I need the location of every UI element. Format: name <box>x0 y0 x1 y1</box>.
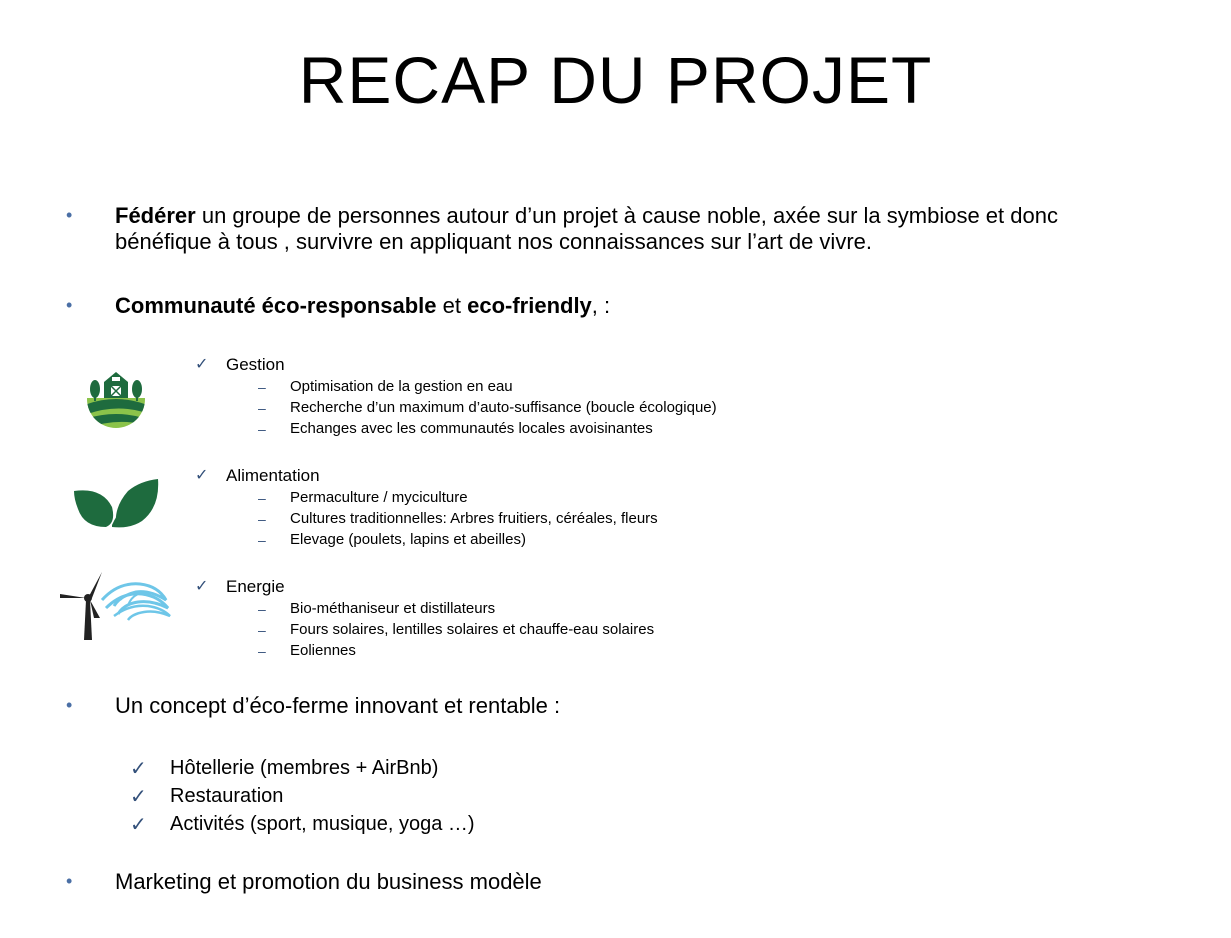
ecofriendly-bold: eco-friendly <box>467 293 592 318</box>
federer-line1: un groupe de personnes autour d’un projet à cause noble, axée sur la symbiose et donc <box>195 203 1058 228</box>
concept-item-activites: Activités (sport, musique, yoga …) <box>170 813 475 835</box>
list-item: Recherche d’un maximum d’auto-suffisance (boucle écologique) <box>290 399 717 416</box>
federer-line2: bénéfique à tous , survivre en appliquant nos connaissances sur l’art de vivre. <box>115 229 872 254</box>
dash: – <box>258 622 266 638</box>
paragraph-marketing: Marketing et promotion du business modèle <box>115 869 542 894</box>
bullet-2: • <box>66 295 73 315</box>
list-item: Cultures traditionnelles: Arbres fruitiers, céréales, fleurs <box>290 510 658 527</box>
federer-bold: Fédérer <box>115 203 196 228</box>
list-item: Eoliennes <box>290 642 356 659</box>
farm-icon <box>82 362 150 430</box>
check-hotellerie: ✓ <box>130 758 147 780</box>
dash: – <box>258 601 266 617</box>
bullet-1: • <box>66 205 73 225</box>
dash: – <box>258 643 266 659</box>
list-item: Echanges avec les communautés locales avoisinantes <box>290 420 653 437</box>
bullet-4: • <box>66 871 73 891</box>
check-energie: ✓ <box>195 578 209 595</box>
concept-item-restauration: Restauration <box>170 785 284 807</box>
dash: – <box>258 379 266 395</box>
list-item: Bio-méthaniseur et distillateurs <box>290 600 496 617</box>
check-activites: ✓ <box>130 814 147 836</box>
section-title-gestion: Gestion <box>226 355 285 374</box>
list-item: Fours solaires, lentilles solaires et chauffe-eau solaires <box>290 621 655 638</box>
dash: – <box>258 532 266 548</box>
section-title-alimentation: Alimentation <box>226 466 320 485</box>
list-item: Permaculture / myciculture <box>290 489 468 506</box>
paragraph-federer <box>115 203 1195 255</box>
dash: – <box>258 400 266 416</box>
bullet-3: • <box>66 695 73 715</box>
dash: – <box>258 511 266 527</box>
check-gestion: ✓ <box>195 356 209 373</box>
dash: – <box>258 490 266 506</box>
check-restauration: ✓ <box>130 786 147 808</box>
communaute-end: , : <box>591 293 611 318</box>
paragraph-communaute <box>115 293 1195 319</box>
list-item: Optimisation de la gestion en eau <box>290 378 513 395</box>
wind-turbine-icon <box>58 570 173 642</box>
check-alimentation: ✓ <box>195 467 209 484</box>
concept-item-hotellerie: Hôtellerie (membres + AirBnb) <box>170 757 439 779</box>
leaves-icon <box>72 477 162 531</box>
communaute-mid: et <box>436 293 468 318</box>
dash: – <box>258 421 266 437</box>
section-title-energie: Energie <box>226 577 285 596</box>
page-title: RECAP DU PROJET <box>298 43 933 117</box>
communaute-bold: Communauté éco-responsable <box>115 293 437 318</box>
paragraph-concept: Un concept d’éco-ferme innovant et rentable : <box>115 693 561 718</box>
list-item: Elevage (poulets, lapins et abeilles) <box>290 531 526 548</box>
